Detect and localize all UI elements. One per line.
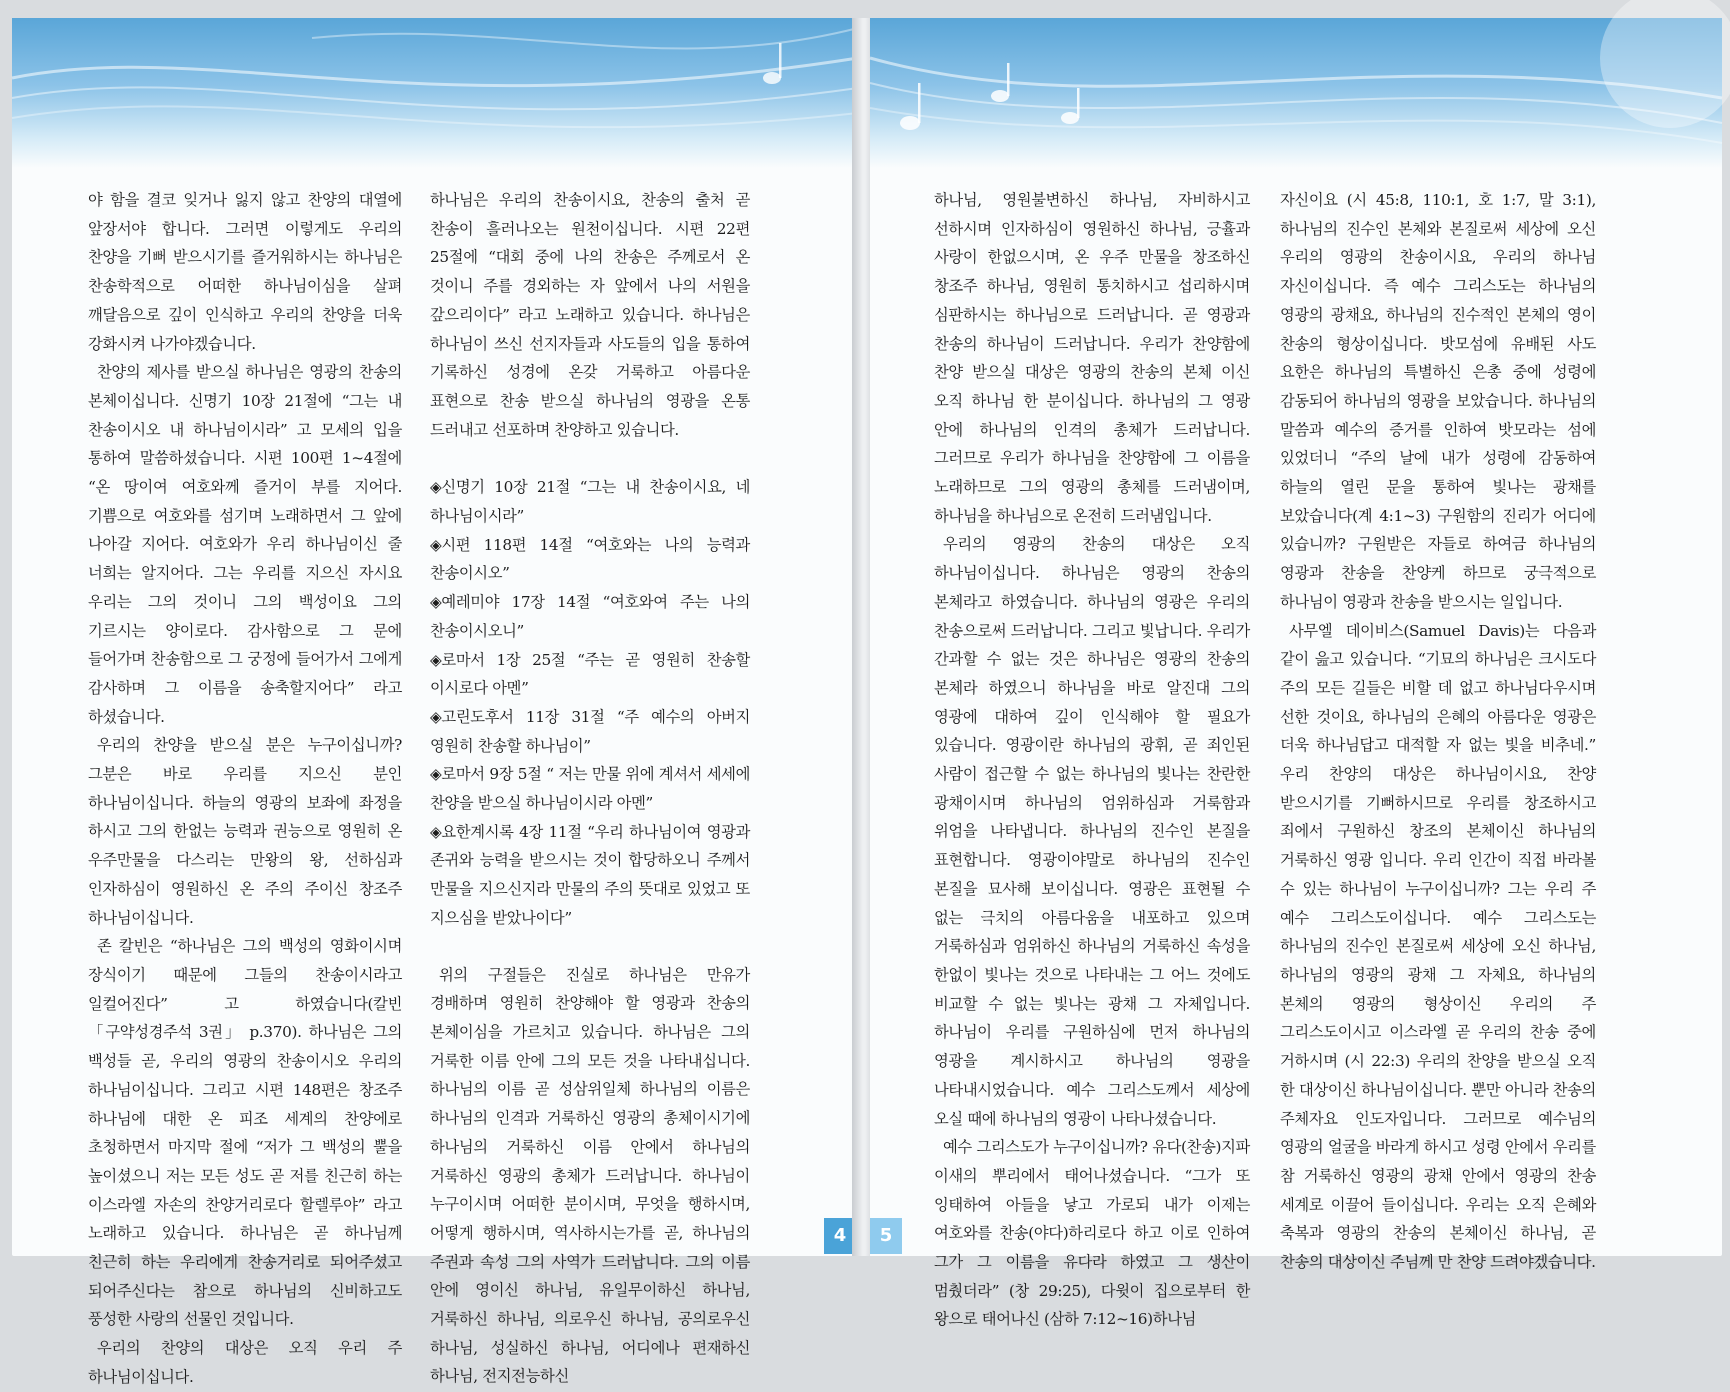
left-column-1 [88,186,402,1392]
page-number-right: 5 [870,1218,902,1254]
paragraph: 예수 그리스도가 누구이십니까? 유다(찬송)지파 이새의 뿌리에서 태어나셨습니다. “그가 또 잉태하여 아들을 낳고 가로되 내가 이제는 여호와를 찬송(야다)하리로다 하고 이로 인하여 그가 그 이름을 유다라 하였고 그 생산이 멈췄더라” (창 29:25), 다윗이 집으로부터 한 왕으로 태어나신 (삼하 7:12~16)하나님 [934,1138,1250,1329]
right-page [870,18,1722,1329]
paragraph: 야 함을 결코 잊거나 잃지 않고 찬양의 대열에 앞장서야 합니다. 그러면 이렇게도 우리의 찬양을 기뻐 받으시기를 즐거워하시는 하나님은 찬송학적으로 어떠한 하나님이심을 살펴 깨달음으로 깊이 인식하고 우리의 찬양을 더욱 강화시켜 나가야겠습니다. [88,191,402,353]
left-column-2 [430,186,750,1391]
paragraph: 우리의 찬양을 받으실 분은 누구이십니까? 그분은 바로 우리를 지으신 분인 하나님이십니다. 하늘의 영광의 보좌에 좌정을 하시고 그의 한없는 능력과 권능으로 영원히 온 우주만물을 다스리는 만왕의 왕, 선하심과 인자하심이 영원하신 온 주의 주이신 창조주 하나님이십니다. [88,736,402,927]
verse-item: ◈예레미야 17장 14절 “여호와여 주는 나의 찬송이시오니” [430,593,750,640]
right-column-1 [934,186,1250,1334]
page-number-left: 4 [824,1218,856,1254]
verse-item: ◈시편 118편 14절 “여호와는 나의 능력과 찬송이시오” [430,535,750,583]
verse-item: ◈신명기 10장 21절 “그는 내 찬송이시요, 네 하나님이시라” [430,478,750,526]
verse-item: ◈요한계시록 4장 11절 “우리 하나님이여 영광과 존귀와 능력을 받으시는 것이 합당하오니 주께서 만물을 지으신지라 만물의 주의 뜻대로 있었고 또 지으심을 받았나이다” [430,822,750,927]
paragraph: 존 칼빈은 “하나님은 그의 백성의 영화이시며 장식이기 때문에 그들의 찬송이시라고 일컬어진다” 고 하였습니다(칼빈 「구약성경주석 3권」 p.370). 하나님은 그의 백성들 곧, 우리의 영광의 찬송이시오 우리의 하나님이십니다. 그리고 시편 148편은 창조주 하나님에 대한 온 피조 세계의 찬양에로 초청하면서 마지막 절에 “저가 그 백성의 뿔을 높이셨으니 저는 모든 성도 곧 저를 친근히 하는 이스라엘 자손의 찬양거리로다 할렐루야” 라고 노래하고 있습니다. 하나님은 곧 하나님께 친근히 하는 우리에게 찬송거리로 되어주셨고 되어주신다는 참으로 하나님의 신비하고도 풍성한 사랑의 선물인 것입니다. [88,937,402,1329]
verse-item: ◈로마서 9장 5절 “ 저는 만물 위에 계셔서 세세에 찬양을 받으실 하나님이시라 아멘” [430,765,750,813]
paragraph: 우리의 영광의 찬송의 대상은 오직 하나님이십니다. 하나님은 영광의 찬송의 본체라고 하였습니다. 하나님의 영광은 우리의 찬송으로써 드러납니다. 그리고 빛납니다. 우리가 간과할 수 없는 것은 하나님은 영광의 찬송의 본체라 하였으니 하나님을 바로 알진대 그의 영광에 대하여 깊이 인식해야 할 필요가 있습니다. 영광이란 하나님의 광휘, 곧 죄인된 사람이 접근할 수 없는 하나님의 빛나는 찬란한 광채이시며 하나님의 엄위하심과 거룩함과 위엄을 나타냅니다. 하나님의 진수인 본질을 표현합니다. 영광이야말로 하나님의 진수인 본질을 묘사해 보이십니다. 영광은 표현될 수 없는 극치의 아름다움을 내포하고 있으며 거룩하심과 엄위하신 하나님의 거룩하신 속성을 한없이 빛나는 것으로 나타내는 그 어느 것에도 비교할 수 없는 빛나는 광채 그 자체입니다. 하나님이 우리를 구원하심에 먼저 하나님의 영광을 계시하시고 하나님의 영광을 나타내시었습니다. 예수 그리스도께서 세상에 오실 때에 하나님의 영광이 나타나셨습니다. [934,535,1250,1128]
header-banner [12,18,858,168]
wave-decoration [870,18,1722,168]
paragraph: 하나님은 우리의 찬송이시요, 찬송의 출처 곧 찬송이 흘러나오는 원천이십니다. 시편 22편 25절에 “대회 중에 나의 찬송은 주께로서 온 것이니 주를 경외하는 자 앞에서 나의 서원을 갚으리이다” 라고 노래하고 있습니다. 하나님은 하나님이 쓰신 선지자들과 사도들의 입을 통하여 기록하신 성경에 온갖 거룩하고 아름다운 표현으로 찬송 받으실 하나님의 영광을 온통 드러내고 선포하며 찬양하고 있습니다. [430,191,750,439]
verse-item: ◈고린도후서 11장 31절 “주 예수의 아버지 영원히 찬송할 하나님이” [430,707,750,755]
music-note-icon [1061,88,1080,124]
left-page [12,18,858,1386]
right-column-2 [1280,186,1596,1277]
paragraph: 위의 구절들은 진실로 하나님은 만유가 경배하며 영원히 찬양해야 할 영광과 찬송의 본체이심을 가르치고 있습니다. 하나님은 그의 거룩한 이름 안에 그의 모든 것을 나타내십니다. 하나님의 이름 곧 성삼위일체 하나님의 이름은 하나님의 인격과 거룩하신 영광의 총체이시기에 하나님의 거룩하신 이름 안에서 하나님의 거룩하신 영광의 총체가 드러납니다. 하나님이 누구이시며 어떠한 분이시며, 무엇을 행하시며, 어떻게 행하시며, 역사하시는가를 곧, 하나님의 주권과 속성 그의 사역가 드러납니다. 그의 이름 안에 영이신 하나님, 유일무이하신 하나님, 거룩하신 하나님, 의로우신 하나님, 공의로우신 하나님, 성실하신 하나님, 어디에나 편재하신 하나님, 전지전능하신 [430,965,750,1386]
paragraph: 하나님, 영원불변하신 하나님, 자비하시고 선하시며 인자하심이 영원하신 하나님, 긍휼과 사랑이 한없으시며, 온 우주 만물을 창조하신 창조주 하나님, 영원히 통치하시고 섭리하시며 심판하시는 하나님으로 드러납니다. 곧 영광과 찬송의 하나님이 드러납니다. 우리가 찬양함에 찬양 받으실 대상은 영광의 찬송의 본체 이신 오직 하나님 한 분이십니다. 하나님의 그 영광 안에 하나님의 인격의 총체가 드러납니다. 그러므로 우리가 하나님을 찬양함에 그 이름을 노래하므로 그의 영광의 총체를 드러냄이며, 하나님을 하나님으로 온전히 드러냄입니다. [934,191,1250,525]
paragraph: 사무엘 데이비스(Samuel Davis)는 다음과 같이 읊고 있습니다. “기묘의 하나님은 크시도다 주의 모든 길들은 비할 데 없고 하나님다우시며 선한 것이요, 하나님의 은혜의 아름다운 영광은 더욱 하나님답고 대적할 자 없는 빛을 비추네.” 우리 찬양의 대상은 하나님이시요, 찬양 받으시기를 기뻐하시므로 우리를 창조하시고 죄에서 구원하신 창조의 본체이신 하나님의 거룩하신 영광 입니다. 우리 인간이 직접 바라볼 수 있는 하나님이 누구이십니까? 그는 우리 주 예수 그리스도이십니다. 예수 그리스도는 하나님의 진수인 본질로써 세상에 오신 하나님, 하나님의 영광의 광채 그 자체요, 하나님의 본체의 영광의 형상이신 우리의 주 그리스도이시고 이스라엘 곧 우리의 찬송 중에 거하시며 (시 22:3) 우리의 찬양을 받으실 오직 한 대상이신 하나님이십니다. 뿐만 아니라 찬송의 주체자요 인도자입니다. 그러므로 예수님의 영광의 얼굴을 바라게 하시고 성령 안에서 우리를 참 거룩하신 영광의 광채 안에서 영광의 찬송 세계로 이끌어 들이십니다. 우리는 오직 은혜와 축복과 영광의 찬송의 본체이신 하나님, 곧 찬송의 대상이신 주님께 만 찬양 드려야겠습니다. [1280,621,1596,1272]
paragraph: 자신이요 (시 45:8, 110:1, 호 1:7, 말 3:1), 하나님의 진수인 본체와 본질로써 세상에 오신 우리의 영광의 찬송이시요, 우리의 하나님 자신이십니다. 즉 예수 그리스도는 하나님의 영광의 광채요, 하나님의 진수적인 본체의 영이 찬송의 형상이십니다. 밧모섬에 유배된 사도 요한은 하나님의 특별하신 은총 중에 성령에 감동되어 하나님의 영광을 보았습니다. 하나님의 말씀과 예수의 증거를 인하여 밧모라는 섬에 있었더니 “주의 날에 내가 성령에 감동하여 하늘의 열린 문을 통하여 빛나는 광채를 보았습니다(계 4:1~3) 구원함의 진리가 어디에 있습니까? 구원받은 자들로 하여금 하나님의 영광과 찬송을 찬양케 하므로 궁극적으로 하나님이 영광과 찬송을 받으시는 일입니다. [1280,191,1596,611]
verse-item: ◈로마서 1장 25절 “주는 곧 영원히 찬송할 이시로다 아멘” [430,650,750,698]
paragraph: 우리의 찬양의 대상은 오직 우리 주 하나님이십니다. [88,1339,402,1386]
music-note-icon [763,43,782,84]
wave-decoration [12,18,858,168]
verse-list [430,473,750,932]
paragraph: 찬양의 제사를 받으실 하나님은 영광의 찬송의 본체이십니다. 신명기 10장 21절에 “그는 내 찬송이시오 내 하나님이시라” 고 모세의 입을 통하여 말씀하셨습니다. 시편 100편 1~4절에 “온 땅이여 여호와께 즐거이 부를 지어다. 기쁨으로 여호와를 섬기며 노래하면서 그 앞에 나아갈 지어다. 여호와가 우리 하나님이신 줄 너희는 알지어다. 그는 우리를 지으신 자시요 우리는 그의 것이니 그의 백성이요 그의 기르시는 양이로다. 감사함으로 그 문에 들어가며 찬송함으로 그 궁정에 들어가서 그에게 감사하며 그 이름을 송축할지어다” 라고 하셨습니다. [88,363,402,726]
header-banner [870,18,1722,168]
